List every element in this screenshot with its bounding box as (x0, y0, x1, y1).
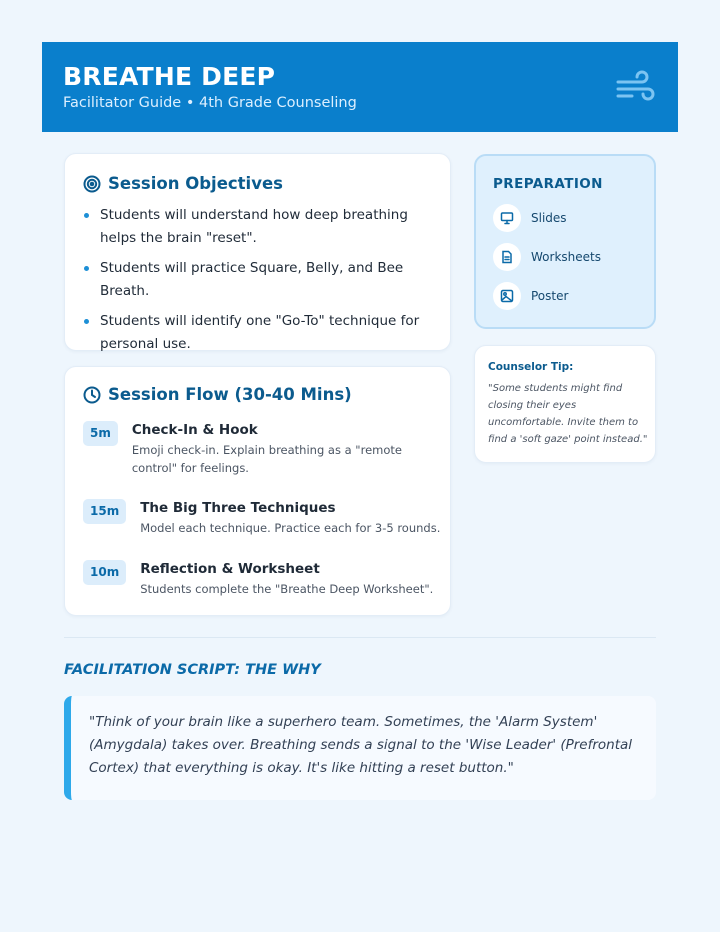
script-quote: "Think of your brain like a superhero team. Sometimes, the 'Alarm System' (Amygdala) takes over. Breathing sends a signal to the 'Wise Leader' (Prefrontal Cortex) that everything is okay. It's like hitting a reset button." (89, 714, 633, 776)
list-item: Students will understand how deep breathing helps the brain "reset". (83, 204, 435, 250)
monitor-icon (500, 211, 514, 225)
wind-icon (616, 70, 656, 104)
objectives-card (64, 153, 451, 351)
flow-step (83, 499, 450, 537)
duration-badge: 10m (83, 560, 126, 585)
duration-badge: 5m (83, 421, 118, 446)
prep-label: Worksheets (531, 250, 601, 264)
document-icon (500, 250, 514, 264)
step-title: The Big Three Techniques (140, 500, 336, 516)
flow-step (83, 421, 442, 477)
prep-item-worksheets (493, 243, 601, 271)
prep-label: Slides (531, 211, 567, 225)
duration-badge: 15m (83, 499, 126, 524)
clock-icon (83, 386, 101, 404)
preparation-card (474, 154, 656, 329)
section-divider (64, 637, 656, 638)
page-subtitle: Facilitator Guide • 4th Grade Counseling (63, 95, 357, 111)
preparation-title: PREPARATION (493, 176, 603, 192)
flow-step (83, 560, 450, 598)
script-quote-block (64, 696, 656, 800)
flow-heading (83, 385, 352, 404)
step-description: Emoji check-in. Explain breathing as a "remote control" for feelings. (131, 443, 402, 475)
page-title: BREATHE DEEP (63, 62, 276, 91)
page-header (42, 42, 678, 132)
target-icon (83, 175, 101, 193)
image-icon (500, 289, 514, 303)
step-description: Students complete the "Breathe Deep Worksheet". (140, 582, 434, 596)
session-flow-card (64, 366, 451, 616)
step-title: Reflection & Worksheet (140, 561, 320, 577)
tip-title: Counselor Tip: (488, 361, 574, 373)
counselor-tip-card (474, 345, 656, 463)
list-item: Students will practice Square, Belly, and Bee Breath. (83, 257, 435, 303)
script-heading: FACILITATION SCRIPT: THE WHY (64, 662, 321, 678)
step-title: Check-In & Hook (131, 422, 258, 438)
tip-text: "Some students might find closing their eyes uncomfortable. Invite them to find a 'soft gaze' point instead." (488, 383, 648, 445)
objectives-heading (83, 174, 283, 193)
prep-item-poster (493, 282, 568, 310)
list-item: Students will identify one "Go-To" technique for personal use. (83, 310, 435, 356)
step-description: Model each technique. Practice each for 3-5 rounds. (140, 521, 441, 535)
objectives-title: Session Objectives (108, 174, 283, 193)
objectives-list (83, 204, 435, 363)
prep-item-slides (493, 204, 567, 232)
prep-label: Poster (531, 289, 569, 303)
flow-title: Session Flow (30-40 Mins) (108, 385, 352, 404)
